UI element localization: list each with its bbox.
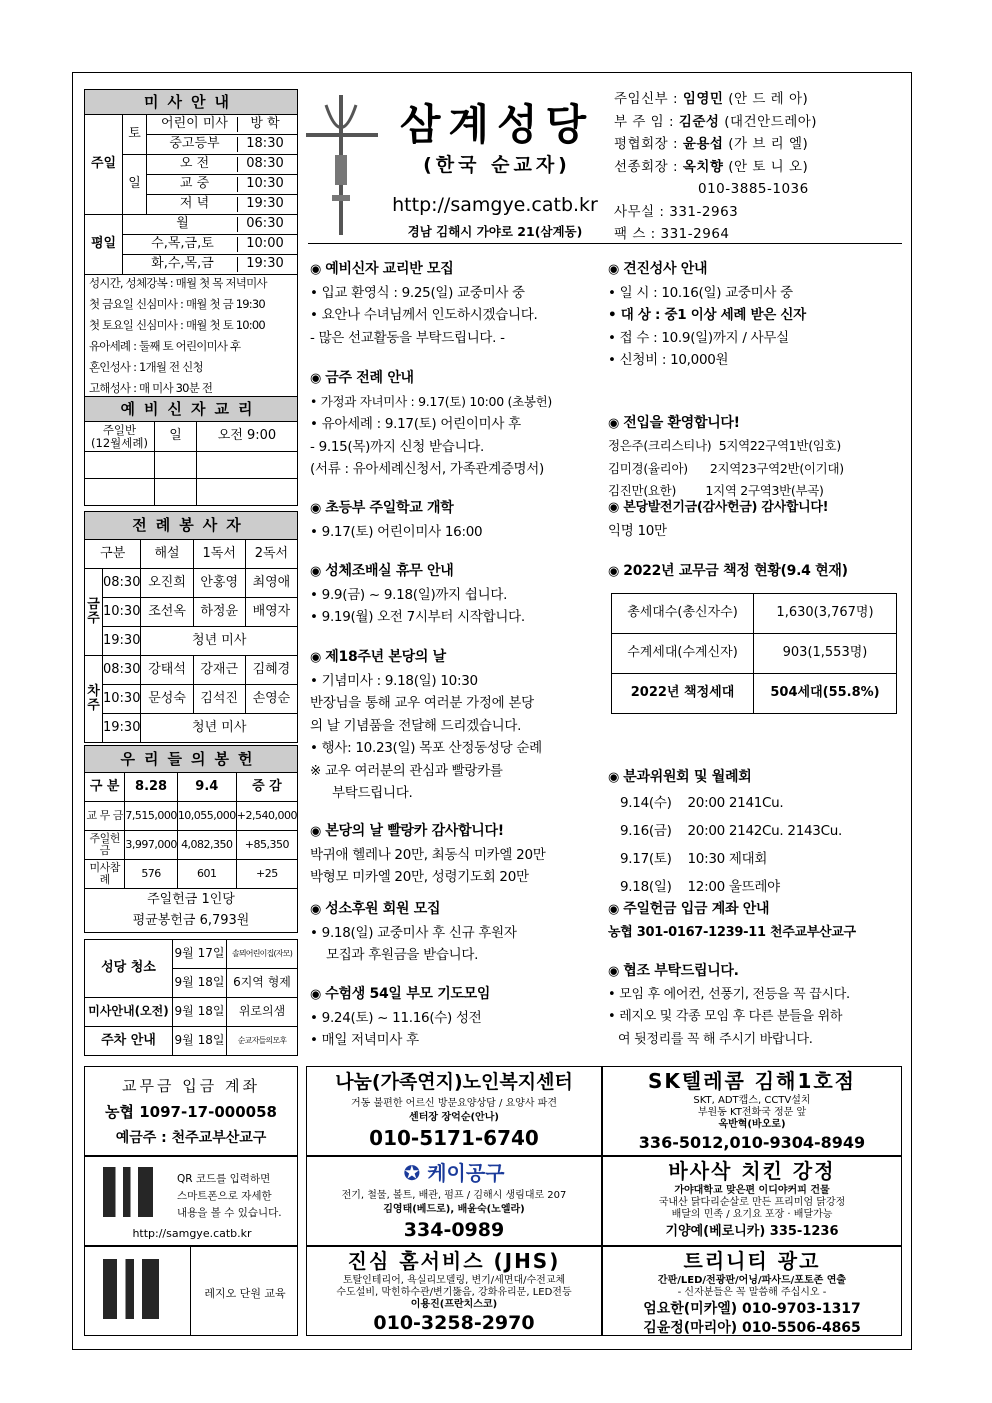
staff-row: 선종회장 : 옥치향 (안 토 니 오) [614,158,809,175]
avg-line2: 평균봉헌금 6,793원 [85,911,298,933]
this-week-label: 금 주 [85,569,103,656]
col-head: 구분 [85,540,141,569]
mass-table [84,89,298,275]
ad-name: ✪ 케이공구 [403,1161,505,1185]
ad-phone: 010-5171-6740 [369,1126,539,1150]
name-cell: 안홍영 [193,569,245,598]
mass-time: 19:30 [246,256,284,272]
qr-code-icon [103,1167,153,1217]
ad-line: 옥반혁(바오로) [718,1119,786,1130]
staff-row: 부 주 임 : 김준성 (대건안드레아) [614,113,818,130]
section-liturgy: ◉ 금주 전례 안내 • 가정과 자녀미사 : 9.17(토) 10:00 (초봉헌) • 유아세례 : 9.17(토) 어린이미사 후 - 9.15(목)까지 신청 받습니다. (서류 : 유아세례신청서, 가족관계증명서) [310,367,600,481]
ad-line: 부원동 KT전화국 정문 앞 [697,1107,807,1118]
time-cell: 08:30 [103,656,141,685]
youth-mass: 청년 미사 [141,627,298,656]
ad-sk [602,1066,902,1156]
ad-line: 가야대학교 맞은편 이디야커피 건물 [674,1185,830,1196]
time-cell: 10:30 [103,685,141,714]
row-label: 주일헌금 [85,831,125,860]
duty-table [84,939,298,1056]
account-holder: 예금주 : 천주교부산교구 [115,1130,267,1146]
name-cell: 손영순 [245,685,297,714]
col-head: 9.4 [177,773,236,802]
qr-box [84,1156,298,1246]
section-adoration: ◉ 성체조배실 휴무 안내 • 9.9(금) ~ 9.18(일)까지 쉽니다. • 9.19(월) 오전 7시부터 시작합니다. [310,560,600,629]
time-cell: 08:30 [103,569,141,598]
staff-row: 주임신부 : 임영민 (안 드 레 아) [614,91,809,107]
sunday-label: 주일 [85,115,123,215]
catechumen-class: 주일반 (12월세례) [85,422,155,452]
mass-time: 08:30 [246,156,284,172]
youth-mass: 청년 미사 [141,714,298,743]
church-sub: (한국 순교자) [423,154,571,176]
name-cell: 문성숙 [141,685,193,714]
offering-table [84,745,298,933]
ad-line: 토탈인테리어, 욕실리모델링, 변기/세면대/수전교체 [342,1275,566,1286]
ad-phone: 336-5012,010-9304-8949 [638,1133,866,1152]
section-catechumen: ◉ 예비신자 교리반 모집 • 입교 환영식 : 9.25(일) 교중미사 중 • 요안나 수녀님께서 인도하시겠습니다. - 많은 선교활동을 부탁드립니다. - [310,258,600,349]
ad-line: 배달의 민족 / 요기요 포장 · 배달가능 [671,1209,833,1220]
time-cell: 19:30 [103,714,141,743]
ad-line: 김영태(베드로), 배윤숙(노엘라) [383,1204,525,1215]
section-fund: ◉ 본당발전기금(감사헌금) 감사합니다! 익명 10만 [608,497,904,542]
ad-line: 간판/LED/전광판/어닝/파사드/포토존 연출 [657,1275,847,1286]
name-cell: 강태석 [141,656,193,685]
qr-text: QR 코드를 입력하면 스마트폰으로 자세한 내용을 볼 수 있습니다. [177,1173,282,1219]
time-cell: 19:30 [103,627,141,656]
mass-item: 수,목,금,토 [128,237,238,251]
kyomu-value: 504세대(55.8%) [754,674,897,714]
mass-time: 06:30 [246,216,284,232]
note-line: 첫 토요일 신심미사 : 매월 첫 토 10:00 [85,315,297,336]
col-head: 증 감 [236,773,297,802]
col-head: 2독서 [245,540,297,569]
mass-item: 중고등부 [152,137,238,151]
col-head: 해설 [141,540,193,569]
kyomu-label: 수계세대(수계신자) [612,634,754,674]
mass-item: 어린이 미사 [152,117,238,131]
avg-line1: 주일헌금 1인당 [85,889,298,911]
staff-phone: 010-3885-1036 [698,181,809,197]
ad-phone: 010-3258-2970 [373,1312,535,1334]
name-cell: 배영자 [245,598,297,627]
name-cell: 조선옥 [141,598,193,627]
row-label: 교 무 금 [85,802,125,831]
section-anniversary: ◉ 제18주년 본당의 날 • 기념미사 : 9.18(일) 10:30 반장님을 통해 교우 여러분 가정에 본당 의 날 기념품을 전달해 드리겠습니다. • 행사: 10.23(일) 목포 산정동성당 순례 ※ 교우 여러분의 관심과 빨랑카를 부탁드립니다. [310,646,600,805]
ad-line: 수도설비, 막힌하수관/변기뚫음, 강화유리문, LED전등 [336,1287,572,1298]
section-vocation: ◉ 성소후원 회원 모집 • 9.18(일) 교중미사 후 신규 후원자 모집과 후원금을 받습니다. [310,898,600,967]
next-week-label: 차 주 [85,656,103,743]
office-phone: 사무실 : 331-2963 [614,203,739,220]
church-url[interactable]: http://samgye.catb.kr [392,194,598,216]
amount: +85,350 [236,831,297,860]
cross-logo-icon [306,95,378,235]
amount: 576 [125,860,177,889]
ad-nanum [306,1066,602,1156]
mass-notes [84,273,298,400]
duty-value: 솔뫼어린이집(자모) [227,940,298,969]
mass-time: 18:30 [246,136,284,152]
ad-phone: 기양예(베로니카) 335-1236 [665,1224,839,1239]
catechumen-time: 오전 9:00 [197,422,298,452]
fax-number: 팩 스 : 331-2964 [614,226,730,242]
ad-phone: 김윤정(마리아) 010-5506-4865 [643,1320,861,1336]
account-box [84,1066,298,1156]
section-kyomu: ◉ 2022년 교무금 책정 현황(9.4 현재) [608,560,904,584]
section-prayer: ◉ 수험생 54일 부모 기도모임 • 9.24(토) ~ 11.16(수) 성전 • 매일 저녁미사 후 [310,983,600,1052]
amount: 10,055,000 [177,802,236,831]
ad-line: 센터장 장억순(안나) [409,1112,499,1123]
qr-code-icon [103,1259,159,1319]
ad-line: 국내산 닭다리순살로 만든 프리미엄 닭강정 [658,1197,846,1208]
account-number: 농협 1097-17-000058 [105,1103,277,1121]
ad-trinity [602,1246,902,1336]
guide-label: 미사안내(오전) [85,998,173,1027]
mass-item: 교 중 [152,177,238,191]
amount: 4,082,350 [177,831,236,860]
mass-time: 19:30 [246,196,284,212]
ad-line: 전기, 철물, 볼트, 배관, 펌프 / 김해시 생림대로 207 [341,1190,567,1201]
ad-jhs [306,1246,602,1336]
name-cell: 최영애 [245,569,297,598]
note-line: 고해성사 : 매 미사 30분 전 [85,378,297,399]
liturgy-title: 전례봉사자 [85,512,298,540]
duty-value: 순교자들의모후 [227,1027,298,1056]
ad-phone: 334-0989 [403,1219,505,1241]
kyomu-label: 2022년 책정세대 [612,674,754,714]
section-palanca: ◉ 본당의 날 빨랑카 감사합니다! 박귀애 헬레나 20만, 최동식 미카엘 20만 박형모 미카엘 20만, 성령기도회 20만 [310,820,600,889]
duty-date: 9월 18일 [173,1027,227,1056]
time-cell: 10:30 [103,598,141,627]
account-title: 교무금 입금 계좌 [122,1077,260,1095]
amount: +25 [236,860,297,889]
row-label: 미사참례 [85,860,125,889]
header-divider [308,243,902,244]
staff-list [614,88,904,246]
church-name: 삼계성당 [399,100,595,149]
section-cooperation: ◉ 협조 부탁드립니다. • 모임 후 에어컨, 선풍기, 전등을 꼭 끕시다. • 레지오 및 각종 모임 후 다른 분들을 위하 여 뒷정리를 꼭 해 주시기 바랍니다. [608,960,904,1051]
col-head: 1독서 [193,540,245,569]
sat-label: 토 [123,115,147,155]
ad-line: - 신자분들은 꼭 말씀해 주십시오 - [677,1287,827,1298]
ad-line: 거동 불편한 어르신 방문요양상담 / 요양사 파견 [351,1098,557,1109]
section-welcome: ◉ 전입을 환영합니다! 정은주(크리스티나) 5지역22구역1반(임호) 김미경(율리아) 2지역23구역2반(이기대) 김진만(요한) 1지역 2구역3반(부곡) [608,389,904,503]
name-cell: 김석진 [193,685,245,714]
amount: 3,997,000 [125,831,177,860]
mass-time: 10:00 [246,236,284,252]
ad-line: 이용진(프란치스코) [410,1299,498,1310]
sun-label: 일 [123,155,147,215]
kyomu-value: 903(1,553명) [754,634,897,674]
ad-name: 나눔(가족연지)노인복지센터 [335,1071,573,1093]
liturgy-table [84,511,298,743]
mass-time: 방 학 [250,116,280,132]
park-label: 주차 안내 [85,1027,173,1056]
catechumen-day: 일 [155,422,197,452]
church-address: 경남 김해시 가야로 21(삼계동) [407,224,583,239]
note-line: 혼인성사 : 1개월 전 신청 [85,357,297,378]
kyomu-table [611,593,897,714]
kei-logo-icon: ✪ [403,1161,428,1185]
duty-date: 9월 18일 [173,998,227,1027]
mass-title: 미사안내 [85,90,298,115]
section-committee: ◉ 분과위원회 및 월례회 9.14(수) 20:00 2141Cu. 9.16(금) 20:00 2142Cu. 2143Cu. 9.17(토) 10:30 제대회 9.18(일) 12:00 울뜨레야 [608,738,904,901]
duty-date: 9월 18일 [173,969,227,998]
kyomu-label: 총세대수(총신자수) [612,594,754,634]
section-confirmation: ◉ 견진성사 안내 • 일 시 : 10.16(일) 교중미사 중 • 대 상 : 중1 이상 세례 받은 신자 • 접 수 : 10.9(일)까지 / 사무실 • 신청비 : 10,000원 [608,258,904,372]
duty-value: 6지역 형제 [227,969,298,998]
weekday-label: 평일 [85,215,123,275]
legio-box [84,1246,298,1336]
ad-name: SK텔레콤 김해1호점 [647,1069,857,1093]
note-line: 첫 금요일 신심미사 : 매월 첫 금 19:30 [85,294,297,315]
mass-time: 10:30 [246,176,284,192]
ad-chicken [602,1156,902,1246]
ad-name: 진심 홈서비스 (JHS) [347,1249,561,1273]
ad-phone: 엄요한(미카엘) 010-9703-1317 [643,1301,861,1317]
kyomu-value: 1,630(3,767명) [754,594,897,634]
name-cell: 오진희 [141,569,193,598]
catechumen-title: 예비신자교리 [85,397,298,422]
ad-kei [306,1156,602,1246]
amount: 7,515,000 [125,802,177,831]
mass-item: 월 [128,217,238,231]
ad-name: 트리니티 광고 [683,1249,821,1273]
note-line: 유아세례 : 둘째 토 어린이미사 후 [85,336,297,357]
clean-label: 성당 청소 [85,940,173,998]
amount: 601 [177,860,236,889]
mass-item: 저 녁 [152,197,238,211]
col-head: 8.28 [125,773,177,802]
qr-url[interactable]: http://samgye.catb.kr [132,1227,252,1240]
note-line: 성시간, 성체강복 : 매월 첫 목 저녁미사 [85,273,297,294]
duty-value: 위로의샘 [227,998,298,1027]
ad-line: SKT, ADT캡스, CCTV설치 [693,1095,811,1106]
name-cell: 김혜경 [245,656,297,685]
col-head: 구 분 [85,773,125,802]
catechumen-table [84,396,298,506]
section-account: ◉ 주일헌금 입금 계좌 안내 농협 301-0167-1239-11 천주교부산교구 [608,898,904,944]
section-school: ◉ 초등부 주일학교 개학 • 9.17(토) 어린이미사 16:00 [310,497,600,543]
offering-title: 우리들의봉헌 [85,746,298,773]
staff-row: 평협회장 : 윤용섭 (가 브 리 엘) [614,136,809,152]
mass-item: 화,수,목,금 [128,257,238,271]
amount: +2,540,000 [236,802,297,831]
duty-date: 9월 17일 [173,940,227,969]
name-cell: 하정윤 [193,598,245,627]
ad-name: 바사삭 치킨 강정 [668,1159,836,1183]
mass-item: 오 전 [152,157,238,171]
legio-label: 레지오 단원 교육 [204,1287,286,1300]
name-cell: 강재근 [193,656,245,685]
